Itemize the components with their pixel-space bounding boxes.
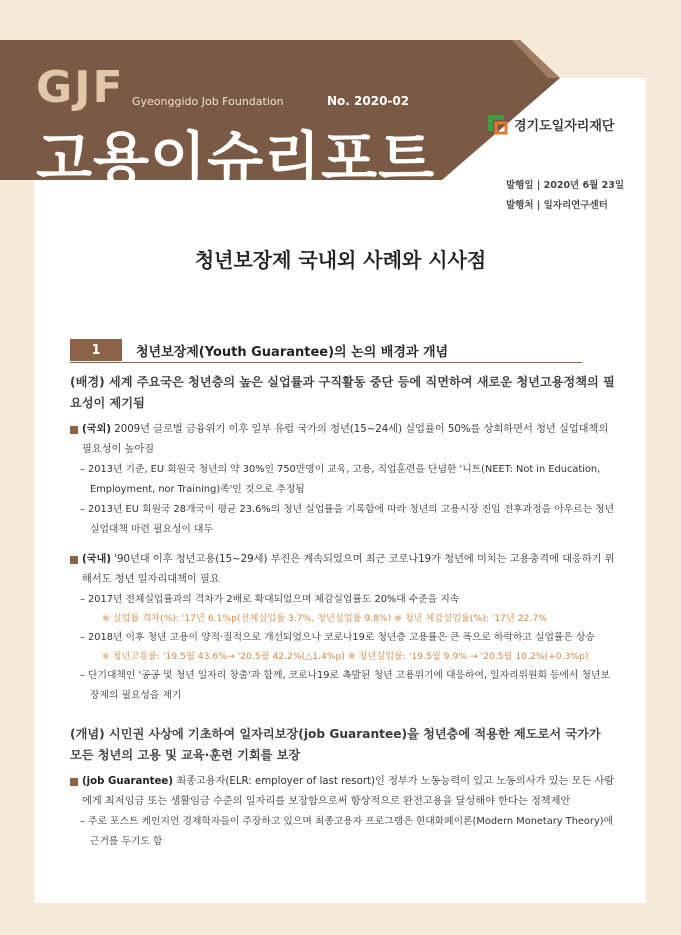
sub-item: – 2017년 전체실업률과의 격차가 2배로 확대되었으며 체감실업률도 20%대 수준을 지속 — [80, 594, 460, 605]
sub-item: – 주로 포스트 케인지언 경제학자들이 주장하고 있으며 최종고용자 프로그램은 현대화폐이론(Modern Monetary Theory)에 근거를 두기도 함 — [80, 816, 614, 847]
section-number-badge: 1 — [70, 339, 122, 361]
bullet-domestic — [70, 550, 615, 590]
lead-concept: (개념) 시민권 사상에 기초하여 일자리보장(job Guarantee)을 청년층에 적용한 제도로서 국가가 모든 청년의 고용 및 교육·훈련 기회를 보장 — [70, 727, 601, 762]
document-title: 청년보장제 국내외 사례와 시사점 — [194, 248, 487, 272]
sub-item: – 2013년 기준, EU 회원국 청년의 약 30%인 750만명이 교육, 고용, 직업훈련을 단념한 '니트(NEET: Not in Education, Employment, nor Training)족'인 것으로 추정됨 — [80, 464, 601, 495]
section-title: 청년보장제(Youth Guarantee)의 논의 배경과 개념 — [136, 344, 449, 360]
bullet-square-icon — [70, 556, 78, 564]
logo-label: 경기도일자리재단 — [514, 118, 615, 134]
bullet-square-icon — [70, 778, 78, 786]
section-divider — [70, 362, 582, 363]
bullet-job-guarantee — [70, 772, 615, 812]
publication-meta — [506, 176, 624, 216]
section-1-body — [70, 372, 615, 852]
bullet-tag: (국내) — [82, 554, 111, 565]
bullet-text: '90년대 이후 청년고용(15~29세) 부진은 계속되었으며 최근 코로나19가 청년에 미치는 고용충격에 대응하기 위해서도 청년 일자리대책이 필요 — [82, 554, 615, 585]
bullet-square-icon — [70, 426, 78, 434]
brand-logo-text: GJF — [36, 62, 125, 113]
foundation-name: Gyeonggido Job Foundation — [132, 95, 284, 108]
foundation-logo-icon — [486, 113, 508, 135]
sub-item: – 단기대책인 '공공 및 청년 일자리 창출'과 함께, 코로나19로 촉발된 청년 고용위기에 대응하여, 일자리위원회 등에서 청년보장제의 필요성을 제기 — [80, 670, 610, 701]
bullet-overseas — [70, 420, 615, 460]
sub-item: – 2013년 EU 회원국 28개국이 평균 23.6%의 청년 실업률을 기록함에 따라 청년의 고용시장 진입 전후과정을 아우르는 청년실업대책 마련 필요성이 대두 — [80, 504, 615, 535]
bullet-text: 최종고용자(ELR: employer of last resort)인 정부가 노동능력이 있고 노동의사가 있는 모든 사람에게 최저임금 또는 생활임금 수준의 일자리를 보장함으로써 항상적으로 완전고용을 달성해야 한다는 정책제안 — [82, 776, 615, 807]
publish-date: 발행일 | 2020년 6월 23일 — [506, 180, 625, 191]
bullet-tag: (job Guarantee) — [82, 776, 173, 787]
reference-note: ※ 청년고용률: '19.5월 43.6%→ '20.5월 42.2%(△1.4%p) ※ 청년실업률: '19.5월 9.9% → '20.5월 10.2%(+0.3%p) — [102, 651, 589, 662]
report-title: 고용이슈리포트 — [36, 125, 436, 193]
section-1-header — [70, 338, 582, 362]
issue-number: No. 2020-02 — [327, 94, 410, 108]
sub-item: – 2018년 이후 청년 고용이 양적·질적으로 개선되었으나 코로나19로 청년층 고용률은 큰 폭으로 하락하고 실업률은 상승 — [80, 632, 595, 643]
foundation-logo — [486, 113, 614, 135]
publisher: 발행처 | 일자리연구센터 — [506, 200, 608, 211]
bullet-tag: (국외) — [82, 424, 111, 435]
bullet-text: 2009년 글로벌 금융위기 이후 일부 유럽 국가의 청년(15~24세) 실업률이 50%를 상회하면서 청년 실업대책의 필요성이 높아짐 — [82, 424, 609, 455]
lead-background: (배경) 세계 주요국은 청년층의 높은 실업률과 구직활동 중단 등에 직면하여 새로운 청년고용정책의 필요성이 제기됨 — [70, 375, 615, 410]
reference-note: ※ 실업률 격차(%): '17년 6.1%p(전체실업률 3.7%, 청년실업률 9.8%) ※ 청년 체감실업률(%): '17년 22.7% — [102, 613, 547, 624]
